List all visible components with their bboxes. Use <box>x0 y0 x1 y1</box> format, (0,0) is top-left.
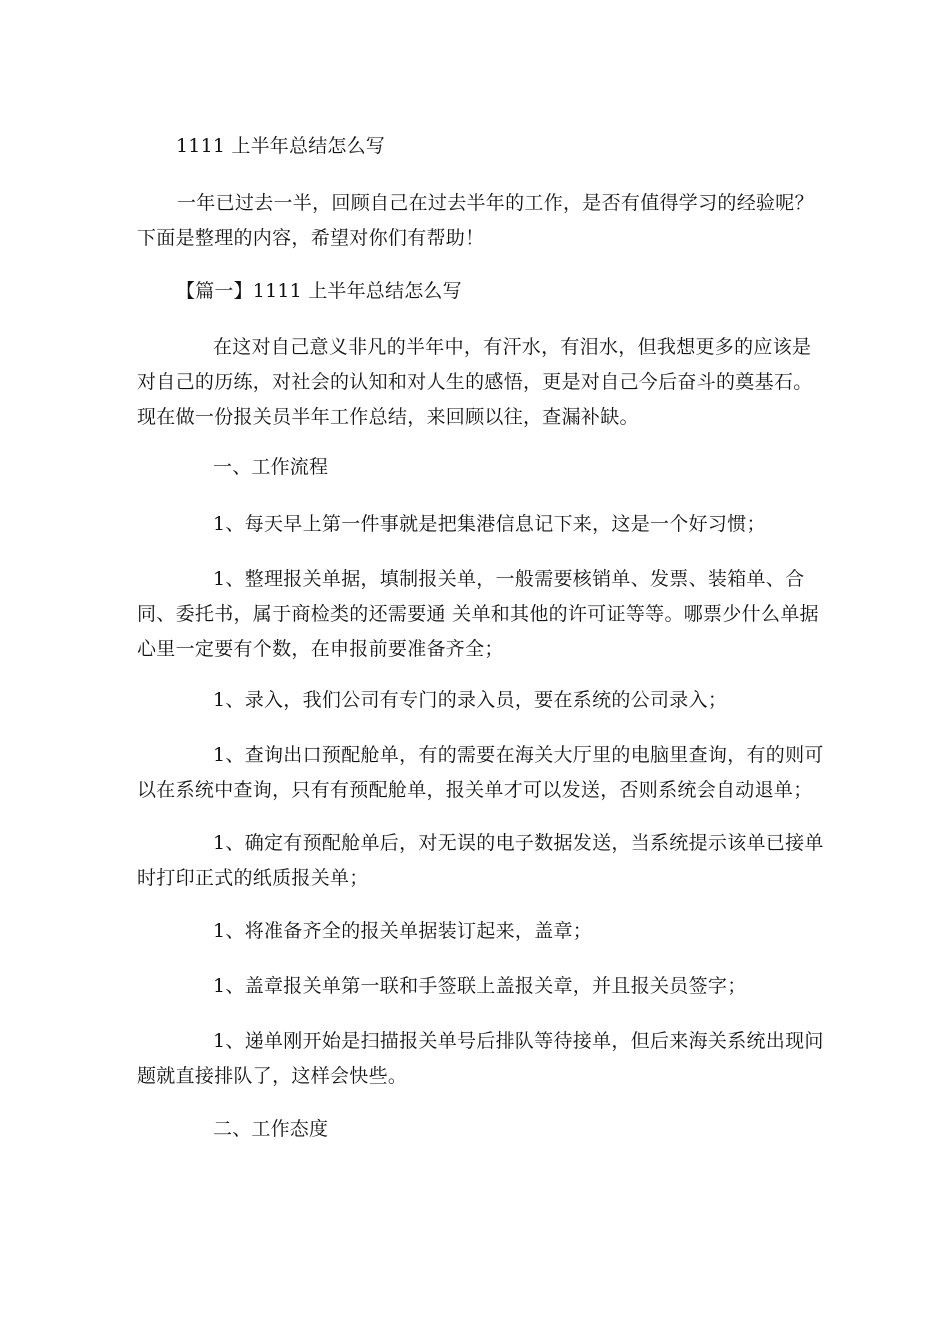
opening-text: 在这对自己意义非凡的半年中，有汗水，有泪水，但我想更多的应该是对自己的历练，对社会的认知和对人生的感悟，更是对自己今后奋斗的奠基石。现在做一份报关员半年工作总结，来回顾以往，查漏补缺。 <box>137 336 813 428</box>
step-paragraph-2 <box>137 562 827 667</box>
step-paragraph-1 <box>137 507 827 542</box>
step-text: 1、整理报关单据，填制报关单，一般需要核销单、发票、装箱单、合同、委托书，属于商检类的还需要通 关单和其他的许可证等等。哪票少什么单据心里一定要有个数，在申报前要准备齐全； <box>137 568 819 660</box>
opening-paragraph <box>137 330 827 435</box>
step-text: 1、将准备齐全的报关单据装订起来，盖章； <box>213 920 593 942</box>
step-paragraph-6 <box>137 914 827 949</box>
step-text: 1、每天早上第一件事就是把集港信息记下来，这是一个好习惯； <box>213 513 766 535</box>
step-paragraph-3 <box>137 683 827 718</box>
section-heading: 【篇一】1111 上半年总结怎么写 <box>176 280 462 302</box>
step-text: 1、盖章报关单第一联和手签联上盖报关章，并且报关员签字； <box>213 975 747 997</box>
step-text: 1、查询出口预配舱单，有的需要在海关大厅里的电脑里查询，有的则可以在系统中查询，只有有预配舱单，报关单才可以发送，否则系统会自动退单； <box>137 744 824 801</box>
step-text: 1、确定有预配舱单后，对无误的电子数据发送，当系统提示该单已接单时打印正式的纸质报关单； <box>137 832 824 889</box>
step-text: 1、录入，我们公司有专门的录入员，要在系统的公司录入； <box>213 689 728 711</box>
document-title: 1111 上半年总结怎么写 <box>176 135 385 157</box>
step-paragraph-5 <box>137 826 827 896</box>
step-paragraph-4 <box>137 738 827 808</box>
part1-heading: 一、工作流程 <box>213 456 329 478</box>
step-paragraph-7 <box>137 969 827 1004</box>
step-text: 1、递单刚开始是扫描报关单号后排队等待接单，但后来海关系统出现问题就直接排队了，这样会快些。 <box>137 1030 824 1087</box>
part2-heading: 二、工作态度 <box>213 1118 329 1140</box>
intro-text: 一年已过去一半，回顾自己在过去半年的工作，是否有值得学习的经验呢？下面是整理的内容，希望对你们有帮助！ <box>137 192 814 249</box>
step-paragraph-8 <box>137 1024 827 1094</box>
intro-paragraph <box>137 186 827 256</box>
